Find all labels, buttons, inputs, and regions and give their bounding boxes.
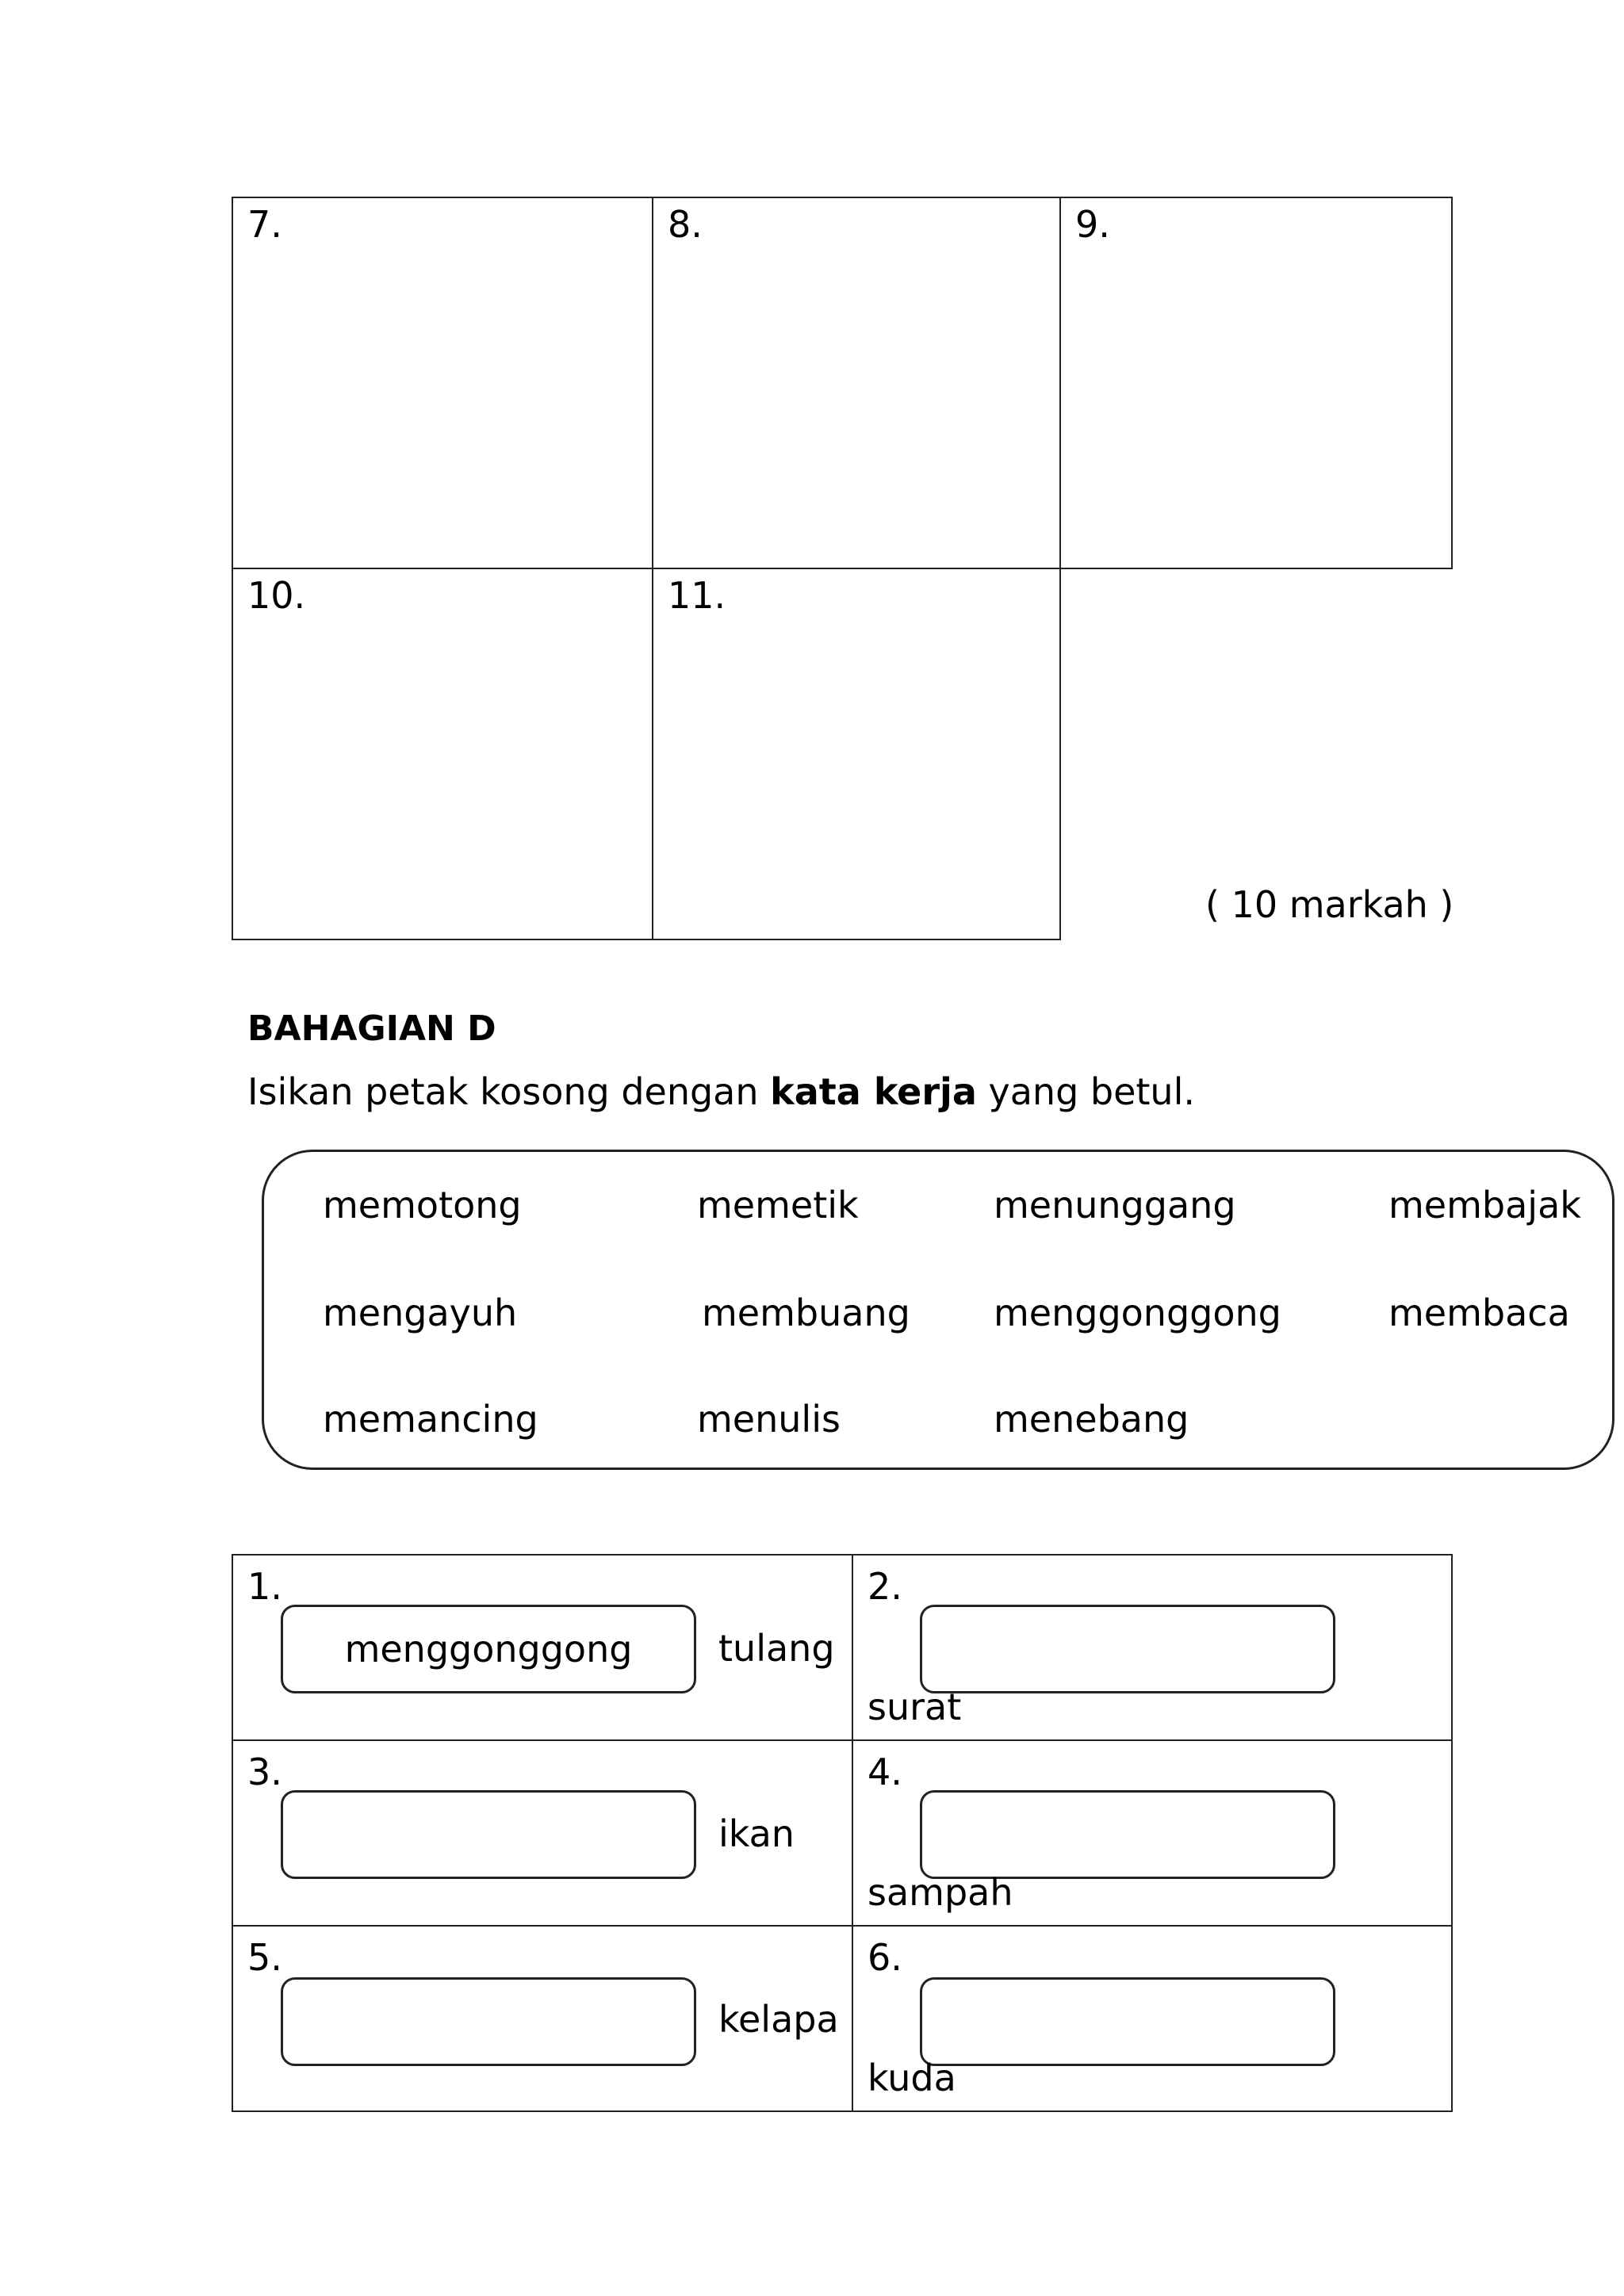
cell-number: 7. [247,203,282,246]
grid-cell-9 [1059,197,1453,569]
word-bank-item: memancing [323,1398,538,1441]
question-noun: ikan [718,1812,795,1855]
section-heading: BAHAGIAN D [247,1008,496,1049]
grid-cell-7 [232,197,653,569]
cell-number: 9. [1075,203,1110,246]
question-cell-6 [852,1925,1453,2112]
question-number: 2. [868,1565,902,1608]
answer-box[interactable] [281,1790,696,1879]
question-cell-2 [852,1554,1453,1741]
word-bank-item: memetik [697,1184,859,1226]
cell-number: 10. [247,574,306,617]
question-noun: surat [868,1686,962,1728]
question-noun: kelapa [718,1998,839,2041]
word-bank-item: membaca [1388,1292,1570,1334]
instruction-text: Isikan petak kosong dengan [247,1070,771,1113]
question-noun: sampah [868,1871,1013,1914]
question-cell-3 [232,1739,853,1927]
cell-number: 8. [668,203,703,246]
answer-box[interactable] [920,1605,1335,1693]
word-bank-item: menebang [994,1398,1189,1441]
answer-box[interactable]: menggonggong [281,1605,696,1693]
question-noun: tulang [718,1627,835,1670]
section-instruction [247,1070,1195,1113]
word-bank-item: menunggang [994,1184,1236,1226]
question-number: 3. [247,1751,282,1793]
answer-box[interactable] [281,1977,696,2066]
word-bank-item: membuang [702,1292,910,1334]
question-noun: kuda [868,2057,956,2099]
instruction-text-end: yang betul. [976,1070,1195,1113]
question-number: 1. [247,1565,282,1608]
word-bank-item: menggonggong [994,1292,1281,1334]
question-cell-5 [232,1925,853,2112]
grid-cell-11 [652,568,1061,940]
word-bank-item: memotong [323,1184,522,1226]
grid-cell-10 [232,568,653,940]
word-bank-item: menulis [697,1398,841,1441]
instruction-keyword: kata kerja [770,1070,977,1113]
question-cell-1 [232,1554,853,1741]
word-bank [262,1150,1614,1470]
word-bank-item: membajak [1388,1184,1581,1226]
question-cell-4 [852,1739,1453,1927]
grid-cell-8 [652,197,1061,569]
marks-label: ( 10 markah ) [1205,883,1454,926]
question-number: 4. [868,1751,902,1793]
word-bank-item: mengayuh [323,1292,518,1334]
answer-box[interactable] [920,1790,1335,1879]
question-number: 6. [868,1936,902,1979]
cell-number: 11. [668,574,726,617]
answer-box[interactable] [920,1977,1335,2066]
question-number: 5. [247,1936,282,1979]
